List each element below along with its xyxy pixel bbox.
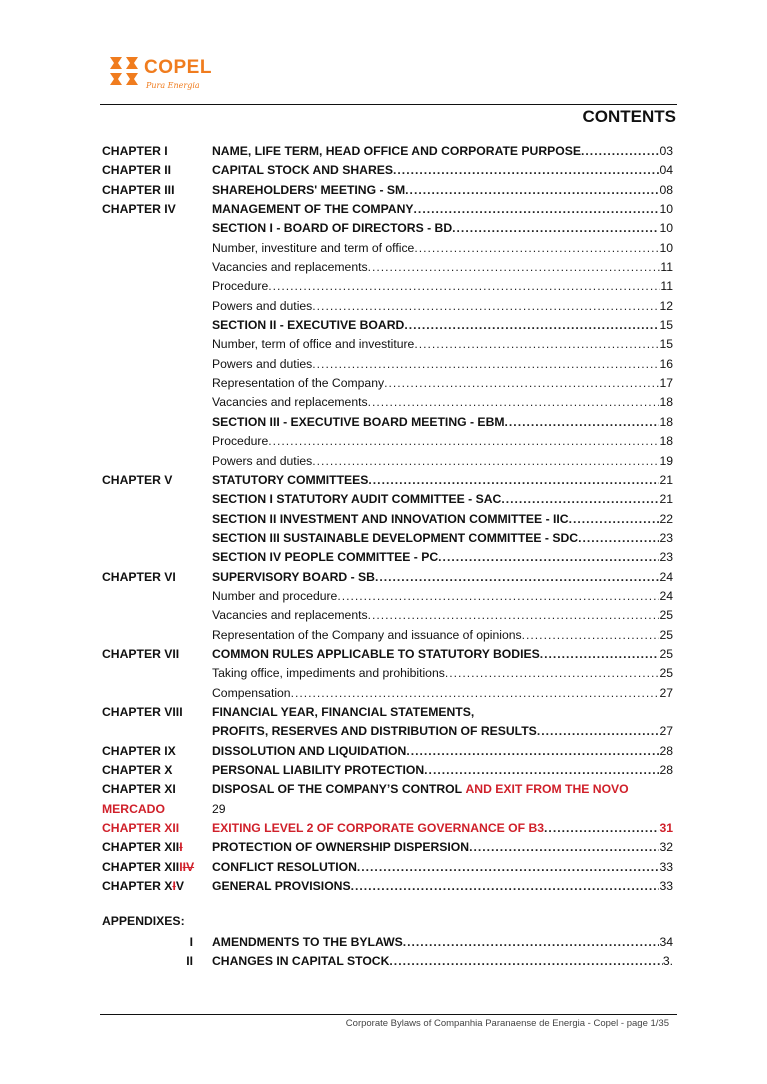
toc-entry bbox=[212, 452, 673, 471]
toc-row[interactable] bbox=[102, 606, 673, 625]
dot-leader bbox=[578, 529, 659, 548]
dot-leader bbox=[312, 355, 659, 374]
toc-entry bbox=[212, 548, 673, 567]
page-number: 04 bbox=[659, 163, 673, 178]
page-number: 32 bbox=[659, 840, 673, 855]
page-number: 28 bbox=[659, 763, 673, 777]
page-number: 16 bbox=[659, 356, 673, 371]
appendix-row-2[interactable] bbox=[102, 952, 673, 971]
toc-entry-page bbox=[212, 800, 673, 819]
toc-title: Number and procedure bbox=[212, 588, 338, 603]
toc-row-chapter-xi[interactable] bbox=[102, 780, 673, 819]
page-number: 28 bbox=[659, 743, 673, 758]
toc-row-chapter-viii[interactable] bbox=[102, 703, 673, 742]
toc-row[interactable] bbox=[102, 277, 673, 296]
toc-title: DISSOLUTION AND LIQUIDATION bbox=[212, 743, 407, 758]
toc-title: Powers and duties bbox=[212, 356, 313, 371]
chapter-label: CHAPTER XI bbox=[102, 782, 176, 797]
dot-leader bbox=[414, 200, 660, 219]
toc-entry bbox=[212, 877, 673, 896]
chapter-label: CHAPTER XII bbox=[102, 821, 180, 836]
chapter-label: CHAPTER VIII bbox=[102, 704, 183, 719]
toc-entry bbox=[212, 819, 673, 838]
chapter-label: CHAPTER V bbox=[102, 472, 173, 487]
page-number: 27 bbox=[659, 685, 673, 700]
chapter-label-struck: I bbox=[172, 879, 176, 894]
dot-leader bbox=[337, 587, 659, 606]
page-number: 21 bbox=[659, 472, 673, 487]
toc-title: Taking office, impediments and prohibitions bbox=[212, 666, 445, 681]
toc-title: Vacancies and replacements bbox=[212, 395, 368, 410]
page-number: 08 bbox=[659, 182, 673, 197]
dot-leader bbox=[544, 819, 659, 838]
dot-leader bbox=[312, 452, 659, 471]
dot-leader bbox=[393, 161, 659, 180]
dot-leader bbox=[268, 432, 659, 451]
toc-row[interactable] bbox=[102, 181, 673, 200]
toc-row[interactable] bbox=[102, 161, 673, 180]
page-number: 15 bbox=[659, 337, 673, 352]
dot-leader bbox=[581, 142, 659, 161]
toc-title: Number, investiture and term of office bbox=[212, 240, 415, 255]
page-number: 17 bbox=[659, 376, 673, 391]
dot-leader bbox=[368, 258, 661, 277]
toc-row[interactable] bbox=[102, 471, 673, 490]
page-number: 31 bbox=[659, 821, 673, 836]
toc-title: SHAREHOLDERS' MEETING - SM bbox=[212, 182, 406, 197]
page-number: 25 bbox=[659, 646, 673, 661]
dot-leader bbox=[469, 838, 659, 857]
toc-row[interactable] bbox=[102, 432, 673, 451]
page-number: 23 bbox=[659, 530, 673, 545]
toc-row[interactable] bbox=[102, 529, 673, 548]
toc-row[interactable] bbox=[102, 219, 673, 238]
page-footer: Corporate Bylaws of Companhia Paranaense de Energia - Copel - page 1/35 bbox=[345, 1018, 669, 1029]
toc-entry bbox=[212, 277, 673, 296]
toc-title: Representation of the Company and issuance of opinions bbox=[212, 627, 522, 642]
page-number: 11 bbox=[660, 279, 673, 294]
page-number: 10 bbox=[659, 240, 673, 255]
toc-entry bbox=[212, 393, 673, 412]
dot-leader bbox=[537, 722, 660, 741]
dot-leader bbox=[403, 933, 660, 952]
chapter-label-struck: I bbox=[179, 840, 183, 855]
toc-title: Compensation bbox=[212, 685, 291, 700]
toc-entry bbox=[212, 432, 673, 451]
dot-leader bbox=[357, 858, 660, 877]
page-number: 34 bbox=[659, 935, 673, 949]
page-number: 25 bbox=[659, 666, 673, 681]
dot-leader bbox=[540, 645, 660, 664]
toc-entry bbox=[212, 529, 673, 548]
toc-title: Representation of the Company bbox=[212, 376, 385, 391]
dot-leader bbox=[375, 568, 659, 587]
toc-row[interactable] bbox=[102, 490, 673, 509]
toc-entry bbox=[212, 742, 673, 761]
toc-row[interactable] bbox=[102, 664, 673, 683]
dot-leader bbox=[384, 374, 659, 393]
toc-entry bbox=[212, 142, 673, 161]
chapter-label: CHAPTER VI bbox=[102, 569, 176, 584]
appendix-row-1[interactable] bbox=[102, 933, 673, 952]
toc-title: MANAGEMENT OF THE COMPANY bbox=[212, 202, 414, 217]
dot-leader bbox=[522, 626, 660, 645]
dot-leader bbox=[505, 413, 660, 432]
toc-row[interactable] bbox=[102, 645, 673, 664]
dot-leader bbox=[452, 219, 659, 238]
chapter-label: CHAPTER I bbox=[102, 144, 168, 158]
toc-entry bbox=[212, 335, 673, 354]
page-number: 10 bbox=[659, 202, 673, 217]
toc-title: Vacancies and replacements bbox=[212, 260, 368, 275]
table-of-contents bbox=[102, 142, 673, 896]
toc-title: NAME, LIFE TERM, HEAD OFFICE AND CORPORATE PURPOSE bbox=[212, 144, 582, 158]
toc-row[interactable] bbox=[102, 316, 673, 335]
toc-row[interactable] bbox=[102, 626, 673, 645]
toc-row-chapter-xii-deleted[interactable] bbox=[102, 819, 673, 838]
toc-row[interactable] bbox=[102, 335, 673, 354]
dot-leader bbox=[414, 335, 659, 354]
copel-logo bbox=[108, 55, 218, 95]
toc-title: Number, term of office and investiture bbox=[212, 337, 415, 352]
dot-leader bbox=[268, 277, 660, 296]
toc-title: CHANGES IN CAPITAL STOCK bbox=[212, 954, 390, 968]
toc-row[interactable] bbox=[102, 239, 673, 258]
chapter-label-added: MERCADO bbox=[102, 801, 165, 816]
toc-entry bbox=[212, 219, 673, 238]
toc-title: COMMON RULES APPLICABLE TO STATUTORY BODIES bbox=[212, 646, 540, 661]
toc-entry bbox=[212, 606, 673, 625]
toc-entry-line1 bbox=[212, 703, 673, 722]
toc-entry bbox=[212, 355, 673, 374]
toc-entry bbox=[212, 664, 673, 683]
toc-title: PERSONAL LIABILITY PROTECTION bbox=[212, 763, 425, 777]
dot-leader bbox=[368, 393, 660, 412]
toc-entry bbox=[212, 587, 673, 606]
dot-leader bbox=[312, 297, 659, 316]
page-number: 22 bbox=[659, 511, 673, 526]
chapter-label: CHAPTER XIIIIV bbox=[102, 859, 195, 874]
toc-row-chapter-ix[interactable] bbox=[102, 742, 673, 761]
dot-leader bbox=[424, 761, 659, 780]
toc-entry bbox=[212, 626, 673, 645]
toc-entry bbox=[212, 490, 673, 509]
toc-entry bbox=[212, 316, 673, 335]
toc-title: SECTION I STATUTORY AUDIT COMMITTEE - SAC bbox=[212, 492, 502, 507]
toc-entry bbox=[212, 161, 673, 180]
toc-title: CAPITAL STOCK AND SHARES bbox=[212, 163, 394, 178]
toc-row[interactable] bbox=[102, 568, 673, 587]
toc-entry bbox=[212, 952, 673, 971]
toc-entry bbox=[212, 510, 673, 529]
dot-leader bbox=[368, 471, 659, 490]
toc-row[interactable] bbox=[102, 684, 673, 703]
page-number: 27 bbox=[659, 724, 673, 739]
page-number: 18 bbox=[659, 395, 673, 410]
chapter-label-struck: IV bbox=[182, 859, 195, 874]
toc-row[interactable] bbox=[102, 200, 673, 219]
toc-entry bbox=[212, 200, 673, 219]
toc-entry bbox=[212, 374, 673, 393]
toc-entry bbox=[212, 645, 673, 664]
logo-tagline: Pura Energia bbox=[146, 81, 200, 90]
toc-entry bbox=[212, 258, 673, 277]
toc-title: GENERAL PROVISIONS bbox=[212, 879, 351, 894]
toc-title: DISPOSAL OF THE COMPANY’S CONTROL bbox=[212, 782, 463, 797]
toc-entry bbox=[212, 297, 673, 316]
toc-row[interactable] bbox=[102, 297, 673, 316]
page-number: 10 bbox=[659, 221, 673, 236]
toc-title: PROFITS, RESERVES AND DISTRIBUTION OF RESULTS bbox=[212, 724, 537, 739]
toc-row[interactable] bbox=[102, 393, 673, 412]
toc-row[interactable] bbox=[102, 587, 673, 606]
dot-leader bbox=[414, 239, 659, 258]
page-number: 18 bbox=[659, 414, 673, 429]
toc-title: STATUTORY COMMITTEES bbox=[212, 472, 369, 487]
toc-entry bbox=[212, 838, 673, 857]
toc-row[interactable] bbox=[102, 355, 673, 374]
page-number: 12 bbox=[659, 298, 673, 313]
toc-entry bbox=[212, 858, 673, 877]
page-number: 21 bbox=[659, 492, 673, 507]
dot-leader bbox=[351, 877, 660, 896]
chapter-label: CHAPTER IX bbox=[102, 743, 176, 758]
dot-leader bbox=[569, 510, 660, 529]
toc-title: AMENDMENTS TO THE BYLAWS bbox=[212, 935, 403, 949]
dot-leader bbox=[406, 742, 659, 761]
toc-entry bbox=[212, 684, 673, 703]
toc-title: EXITING LEVEL 2 OF CORPORATE GOVERNANCE OF B3 bbox=[212, 821, 545, 836]
dot-leader bbox=[291, 684, 660, 703]
header-divider bbox=[100, 104, 677, 105]
toc-title: CONFLICT RESOLUTION bbox=[212, 859, 357, 874]
page-number: 23 bbox=[659, 550, 673, 565]
copel-logo-mark-icon bbox=[108, 55, 140, 89]
page-number: 19 bbox=[659, 453, 673, 468]
dot-leader bbox=[368, 606, 660, 625]
chapter-label: CHAPTER IV bbox=[102, 202, 176, 217]
page-number: 03 bbox=[659, 144, 673, 158]
appendix-number: II bbox=[186, 954, 193, 968]
toc-row[interactable] bbox=[102, 452, 673, 471]
page-number: 33 bbox=[659, 859, 673, 874]
page-number: 11 bbox=[660, 260, 673, 275]
toc-row[interactable] bbox=[102, 142, 673, 161]
toc-entry bbox=[212, 761, 673, 780]
page-number: 18 bbox=[659, 434, 673, 449]
chapter-label: CHAPTER III bbox=[102, 182, 175, 197]
chapter-label: CHAPTER II bbox=[102, 163, 172, 178]
toc-title: FINANCIAL YEAR, FINANCIAL STATEMENTS, bbox=[212, 704, 475, 719]
toc-row[interactable] bbox=[102, 413, 673, 432]
toc-entry bbox=[212, 413, 673, 432]
appendixes-heading: APPENDIXES: bbox=[102, 914, 185, 928]
toc-entry bbox=[212, 568, 673, 587]
page-number: 3. bbox=[662, 954, 673, 968]
toc-title: Powers and duties bbox=[212, 453, 313, 468]
toc-title: SECTION II - EXECUTIVE BOARD bbox=[212, 318, 405, 333]
toc-title: Powers and duties bbox=[212, 298, 313, 313]
chapter-label: CHAPTER XIV bbox=[102, 879, 184, 894]
toc-title: Procedure bbox=[212, 434, 269, 449]
toc-entry-line2 bbox=[212, 722, 673, 741]
page-title: CONTENTS bbox=[582, 107, 676, 126]
toc-entry bbox=[212, 780, 673, 799]
dot-leader bbox=[501, 490, 659, 509]
logo-wordmark: COPEL bbox=[144, 57, 212, 78]
toc-row-chapter-xiii[interactable] bbox=[102, 838, 673, 857]
dot-leader bbox=[445, 664, 660, 683]
dot-leader bbox=[404, 316, 659, 335]
toc-entry bbox=[212, 181, 673, 200]
page-number: 24 bbox=[659, 588, 673, 603]
toc-title: SECTION III - EXECUTIVE BOARD MEETING - EBM bbox=[212, 414, 505, 429]
dot-leader bbox=[405, 181, 659, 200]
page-number: 15 bbox=[659, 318, 673, 333]
page-number: 29 bbox=[212, 801, 226, 816]
toc-row[interactable] bbox=[102, 258, 673, 277]
toc-title-added: AND EXIT FROM THE NOVO bbox=[465, 782, 629, 797]
toc-row[interactable] bbox=[102, 510, 673, 529]
toc-entry bbox=[212, 239, 673, 258]
chapter-label: CHAPTER VII bbox=[102, 646, 180, 661]
toc-row-chapter-x[interactable] bbox=[102, 761, 673, 780]
toc-title: Procedure bbox=[212, 279, 269, 294]
toc-title: SECTION III SUSTAINABLE DEVELOPMENT COMMITTEE - SDC bbox=[212, 530, 579, 545]
toc-row[interactable] bbox=[102, 374, 673, 393]
page-number: 33 bbox=[659, 879, 673, 894]
chapter-label: CHAPTER XIII bbox=[102, 840, 183, 855]
page-number: 25 bbox=[659, 608, 673, 623]
toc-entry bbox=[212, 933, 673, 952]
toc-title: SECTION II INVESTMENT AND INNOVATION COMMITTEE - IIC bbox=[212, 511, 569, 526]
chapter-label: CHAPTER X bbox=[102, 763, 173, 777]
toc-row-chapter-xv[interactable] bbox=[102, 877, 673, 896]
toc-title: SECTION I - BOARD OF DIRECTORS - BD bbox=[212, 221, 453, 236]
toc-title: PROTECTION OF OWNERSHIP DISPERSION bbox=[212, 840, 470, 855]
appendix-number: I bbox=[189, 935, 193, 949]
toc-title: Vacancies and replacements bbox=[212, 608, 368, 623]
page-number: 24 bbox=[659, 569, 673, 584]
toc-title: SECTION IV PEOPLE COMMITTEE - PC bbox=[212, 550, 439, 565]
toc-row-chapter-xiv[interactable] bbox=[102, 858, 673, 877]
footer-divider bbox=[100, 1014, 677, 1015]
toc-entry bbox=[212, 471, 673, 490]
dot-leader bbox=[438, 548, 659, 567]
page-number: 25 bbox=[659, 627, 673, 642]
toc-title: SUPERVISORY BOARD - SB bbox=[212, 569, 375, 584]
toc-row[interactable] bbox=[102, 548, 673, 567]
dot-leader bbox=[389, 952, 662, 971]
